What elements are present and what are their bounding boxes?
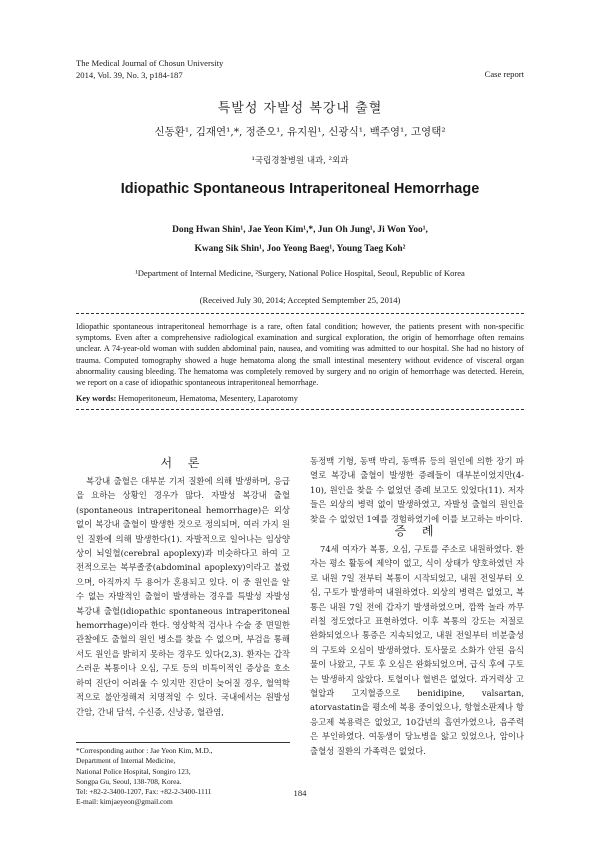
case-paragraph: 74세 여자가 복통, 오심, 구토를 주소로 내원하였다. 환자는 평소 활동에 제약이 없고, 식이 상태가 양호하였던 자로 내원 7일 전부터 복통이 시작되었고, 내원 전일부터 오심, 구토가 발생하여 내원하였다. 외상의 병력은 없었고, 복통은 내원 7일 전에 갑자기 발생하였으며, 깜짝 놀라 까무러칠 정도였다고 표현하였다. 이후 복통의 강도는 저절로 완화되었으나 통증은 지속되었고, 내원 전일부터 비분출성의 구토와 오심이 발생하였다. 토사물로 소화가 안된 음식물이 나왔고, 구토 후 오심은 완화되었으며, 급식 후에 구토는 발생하지 않았다. 토혈이나 혈변은 없었다. 과거력상 고혈압과 고지혈증으로 benidipine, valsartan, atorvastatin을 평소에 복용 중이었으나, 항혈소판제나 항응고제 복용력은 없었고, 10갑년의 흡연가였으나, 음주력은 부인하였다. 여동생이 당뇨병을 앓고 있었으나, 암이나 출혈성 질환의 가족력은 없었다.: [310, 544, 524, 756]
received-dates: (Received July 30, 2014; Accepted Semptember 25, 2014): [199, 295, 401, 305]
korean-authors: 신동환¹, 김재연¹,*, 정준오¹, 유지원¹, 신광식¹, 백주영¹, 고영택²: [154, 126, 446, 138]
page-number: 184: [293, 788, 307, 798]
footnote-line2: Department of Internal Medicine,: [76, 756, 176, 766]
article-type: Case report: [484, 69, 524, 79]
footnote-line1: *Corresponding author : Jae Yeon Kim, M.D.,: [76, 746, 213, 755]
footnote-rule: [76, 742, 290, 743]
korean-title: 특발성 자발성 복강내 출혈: [217, 101, 383, 116]
footnote-line4: Songpa Gu, Seoul, 138-708, Korea.: [76, 776, 182, 786]
abstract-top-rule: [76, 313, 524, 314]
journal-header: [76, 57, 223, 81]
right-column-top: [310, 454, 524, 526]
journal-name: The Medical Journal of Chosun University: [76, 58, 224, 68]
keywords-label: Key words:: [76, 394, 117, 403]
introduction-continued: 동정맥 기형, 동맥 박리, 동맥류 등의 원인에 의한 장기 파열로 복강내 출혈이 발생한 증례들이 대부분이었지만(4-10), 원인을 찾을 수 없었던 증례 보고도 있었다(11). 저자들은 외상의 병력 없이 발생하였고, 자발성 출혈의 원인을 찾을 수 없었던 1예를 경험하였기에 이를 보고하는 바이다.: [310, 456, 524, 524]
footnote-line5: Tel: +82-2-3400-1207, Fax: +82-2-3400-1111: [76, 787, 212, 797]
abstract: Idiopathic spontaneous intraperitoneal hemorrhage is a rare, often fatal condition; however, the patients present with non-specific symptoms. Even after a comprehensive radiological examination and surgical exploration, the origin of hemorrhage often remains unclear. A 74-year-old woman with sudden abdominal pain, nausea, and vomiting was admitted to our hospital. She had no history of trauma. Computed tomography showed a huge hematoma along the small intestinal mesentery without evidence of visceral organ abnormality causing bleeding. The hematoma was completely removed by surgery and no origin of hemorrhage was detected. Herein, we report on a case of idiopathic spontaneous intraperitoneal hemorrhage.: [76, 322, 524, 388]
footnote-line3: National Police Hospital, Songiro 123,: [76, 766, 191, 776]
abstract-bottom-rule: [76, 409, 524, 410]
keywords: [76, 394, 524, 403]
corresponding-author-footnote: [76, 746, 290, 808]
english-title: Idiopathic Spontaneous Intraperitoneal Hemorrhage: [120, 181, 480, 197]
keywords-list: Hemoperitoneum, Hematoma, Mesentery, Laparotomy: [118, 394, 298, 403]
journal-issue: 2014, Vol. 39, No. 3, p184-187: [76, 70, 183, 80]
english-authors: [0, 221, 600, 259]
english-authors-line1: Dong Hwan Shin¹, Jae Yeon Kim¹,*, Jun Oh Jung¹, Ji Won Yoo¹,: [172, 225, 428, 235]
footnote-line6: E-mail: kimjaeyeon@gmail.com: [76, 797, 173, 807]
case-heading: 증 례: [394, 524, 440, 538]
english-authors-line2: Kwang Sik Shin¹, Joo Yeong Baeg¹, Young Taeg Koh²: [194, 244, 406, 254]
right-column-case: [310, 542, 524, 758]
introduction-heading: 서 론: [160, 456, 206, 470]
introduction-paragraph: 복강내 출혈은 대부분 기저 질환에 의해 발생하며, 응급을 요하는 상황인 경우가 많다. 자발성 복강내 출혈(spontaneous intraperitoneal hemorrhage)은 외상없이 복강내 출혈이 발생한 것으로 정의되며, 여러 가지 원인 질환에 의해 발생한다(1). 자발적으로 일어나는 임상양상이 뇌일혈(cerebral apoplexy)과 비슷하다고 하여 고전적으로는 복부졸중(abdominal apoplexy)이라고 불렸으며, 아직까지 두 용어가 혼용되고 있다. 이 중 원인을 알 수 없는 자발적인 출혈이 발생하는 경우를 특발성 자발성 복강내 출혈(idiopathic spontaneous intraperitoneal hemorrhage)이라 한다. 영상학적 검사나 수술 중 면밀한 관찰에도 출혈의 원인 병소를 찾을 수 없으며, 부검을 통해서도 원인을 밝히지 못하는 경우도 있다(2,3). 환자는 갑작스러운 복통이나 오심, 구토 등의 비특이적인 증상을 호소하여 진단이 어려울 수 있지만 진단이 늦어질 경우, 혈역학적으로 불안정해져 치명적일 수 있다. 국내에서는 원발성 간암, 간내 담석, 수신증, 신낭종, 혈관염,: [76, 476, 290, 717]
korean-affiliation: ¹국립경찰병원 내과, ²외과: [251, 156, 349, 166]
english-affiliation: ¹Department of Internal Medicine, ²Surgery, National Police Hospital, Seoul, Republic of Korea: [135, 268, 465, 278]
left-column: [76, 474, 290, 719]
